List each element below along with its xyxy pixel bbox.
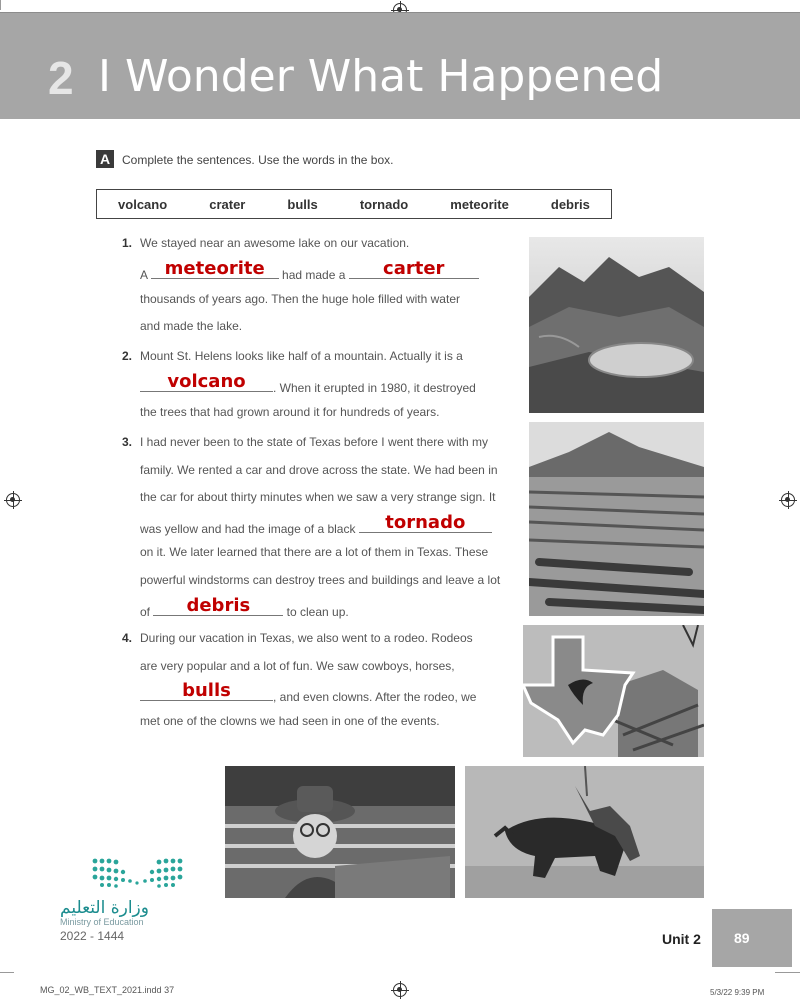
- bull-riding-photo: [465, 766, 704, 898]
- word-box-item: volcano: [118, 196, 168, 212]
- sentence-line: on it. We later learned that there are a lot of them in Texas. These: [140, 545, 489, 559]
- question-number: 1.: [122, 236, 133, 250]
- unit-banner: [0, 12, 800, 119]
- sentence-line: I had never been to the state of Texas before I went there with my: [140, 435, 488, 449]
- sentence-line: the car for about thirty minutes when we saw a very strange sign. It: [140, 490, 496, 504]
- word-box-item: debris: [550, 196, 590, 212]
- page-number: 89: [712, 909, 792, 967]
- file-slug: MG_02_WB_TEXT_2021.indd 37: [40, 985, 175, 995]
- sentence-line: thousands of years ago. Then the huge hole filled with water: [140, 292, 460, 306]
- registration-mark-icon: [781, 493, 795, 507]
- sentence-line: of debris to clean up.: [140, 595, 349, 619]
- sentence-line: During our vacation in Texas, we also went to a rodeo. Rodeos: [140, 631, 473, 645]
- word-box-item: bulls: [287, 196, 318, 212]
- ministry-name-english: Ministry of Education: [60, 917, 144, 927]
- print-date: 5/3/22 9:39 PM: [710, 988, 765, 997]
- word-box-item: tornado: [359, 196, 409, 212]
- sentence-line: was yellow and had the image of a black tornado: [140, 518, 492, 536]
- question-number: 2.: [122, 349, 133, 363]
- unit-number: 2: [48, 52, 74, 104]
- question-number: 4.: [122, 631, 133, 645]
- sentence-line: family. We rented a car and drove across the state. We had been in: [140, 463, 498, 477]
- sentence-line: and made the lake.: [140, 319, 243, 333]
- page-title: I Wonder What Happened: [98, 51, 664, 102]
- answer-blank[interactable]: [140, 371, 273, 392]
- answer-blank[interactable]: [349, 258, 479, 279]
- rodeo-clown-photo: [225, 766, 455, 898]
- answer-text: tornado: [385, 512, 466, 533]
- section-badge: A: [96, 150, 114, 168]
- answer-text: volcano: [167, 371, 246, 392]
- sentence-line: A meteorite had made a carter: [140, 264, 479, 282]
- sentence-line: are very popular and a lot of fun. We saw cowboys, horses,: [140, 659, 455, 673]
- answer-text: debris: [186, 595, 251, 616]
- answer-blank[interactable]: [151, 258, 279, 279]
- sentence-line: bulls , and even clowns. After the rodeo, we: [140, 686, 476, 704]
- answer-blank[interactable]: [140, 680, 273, 701]
- instruction-text: Complete the sentences. Use the words in the box.: [122, 153, 394, 167]
- texas-tornado-photo: [523, 625, 704, 757]
- sentence-line: volcano . When it erupted in 1980, it destroyed: [140, 377, 476, 395]
- ministry-logo-icon: [90, 856, 185, 895]
- registration-mark-icon: [6, 493, 20, 507]
- mount-st-helens-photo: [529, 422, 704, 616]
- sentence-line: Mount St. Helens looks like half of a mountain. Actually it is a: [140, 349, 463, 363]
- answer-text: carter: [383, 258, 445, 279]
- registration-mark-icon: [393, 983, 407, 997]
- answer-blank[interactable]: [359, 512, 492, 533]
- answer-text: meteorite: [164, 258, 265, 279]
- unit-label: Unit 2: [662, 931, 701, 947]
- ministry-name-arabic: وزارة التعليم: [60, 898, 149, 918]
- crater-lake-photo: [529, 237, 704, 413]
- sentence-line: We stayed near an awesome lake on our vacation.: [140, 236, 410, 250]
- word-box-item: crater: [209, 196, 246, 212]
- question-number: 3.: [122, 435, 133, 449]
- edition-year: 2022 - 1444: [60, 929, 125, 943]
- answer-text: bulls: [182, 680, 231, 701]
- sentence-line: powerful windstorms can destroy trees and buildings and leave a lot: [140, 573, 501, 587]
- word-box: [96, 189, 612, 219]
- word-box-item: meteorite: [450, 196, 509, 212]
- sentence-line: the trees that had grown around it for hundreds of years.: [140, 405, 440, 419]
- sentence-line: met one of the clowns we had seen in one of the events.: [140, 714, 440, 728]
